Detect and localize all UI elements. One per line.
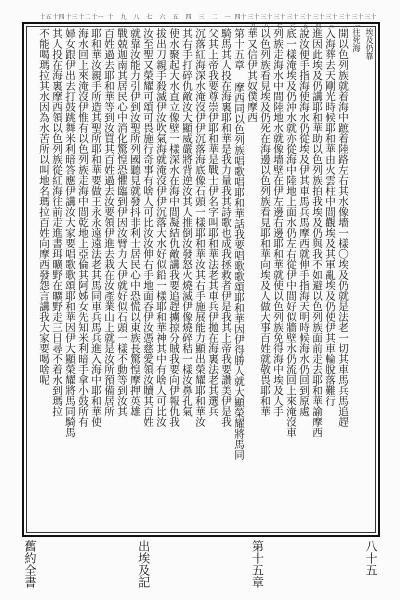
text-column: 就靠汝能力引伊到汝聖所列國聽見就發抖非利士居民心中恐慌以東族長驚惶摩押英雄 — [129, 28, 141, 417]
text-column: 其右手打碎仇敵汝大顯威嚴將背逆汝其人推倒汝發怒火燒滅伊像燒碎秸一樣汝鼻孔氣 — [181, 28, 193, 417]
text-column: 父其上帝我要尊崇伊耶和華是戰士伊名字叫耶和華法老其車兵伊拋在海裏法老其選兵 — [207, 28, 219, 417]
line-number-row — [22, 12, 380, 30]
line-number: 三 — [198, 14, 205, 21]
text-column: 戰兢迦南其居民心中消化驚惶恐懼臨到伊因汝臂力大伊就好似石頭一樣不動等到汝其 — [116, 28, 128, 417]
text-column: 說汝便手指海使海水仍從埃及伊其車馬兵馬摩西就伸手指海天明時候海水仍回到原處 — [298, 28, 310, 417]
text-column: 不能喝瑪拉其水因為水苦所以叫地名瑪拉百姓向摩西發怨言講我大家要喝啥呢 — [38, 28, 50, 385]
text-column: 進因此埃及仍講耶和華助以色列族拍我埃及仍與我不如避以色列族面前走去耶和華諭摩西 — [311, 28, 323, 438]
line-number: 四 — [185, 14, 192, 21]
line-number: 十三 — [65, 14, 78, 21]
line-number: 九 — [120, 14, 127, 21]
text-column: 底一樣淹埃及仍沖水就亦從海中陸地上面水仍左右從伊中間好似牆壁水仍流回上來淹沒車 — [285, 28, 297, 438]
text-column: 騎馬其人投在海裏耶和華是我力量我其詩歌也成我拯救者伊是我其上帝我要讚美伊是我 — [220, 28, 232, 427]
text-column: 華又信伊其奴僕摩西 — [246, 28, 258, 123]
line-number: 七 — [146, 14, 153, 21]
page-number: 八十五 — [363, 540, 378, 576]
text-column: 其人投在海裏摩西領以色列族從紅海往前走進書珥曠野在曠野走三日尋不着水到瑪拉 — [51, 28, 63, 417]
text-column: 往死海 — [352, 28, 361, 52]
line-number: 三十四 — [312, 14, 325, 30]
text-column: 第十五章 摩西同以色列族唱歌唱耶和華話我要唱歌歌頌耶和華因伊得勝人就大顯榮耀將馬同 — [233, 28, 245, 460]
text-column: 埃及仍靠 — [365, 28, 374, 60]
line-number: 三十九 — [247, 14, 260, 30]
line-number: 六 — [159, 14, 166, 21]
line-number: 二 — [211, 14, 218, 21]
line-number: 三十三 — [325, 14, 338, 30]
line-number: 三十八 — [260, 14, 273, 30]
line-number: 十 — [107, 14, 114, 21]
text-frame — [22, 22, 380, 537]
text-column: 婦女跟伊出去打鼓跳舞米利暗答應伊講汝大家要唱歌歌頌耶和華因伊大顯榮耀將馬同騎馬 — [64, 28, 76, 438]
page-footer — [22, 540, 380, 595]
text-columns — [38, 28, 375, 532]
text-column: 沉落紅海深水淹沒伊伊沉落海底像石頭一樣耶和華汝其右手施展能力顯出榮耀耶和華汝 — [194, 28, 206, 427]
text-column: 拔出刀親手殺滅伊汝吹氣海就淹沒伊伊沉落大水好似鉛一樣耶和華神其中有啥人可比汝 — [155, 28, 167, 427]
book-title: 舊約全書 — [23, 540, 37, 588]
line-number: 一 — [224, 14, 231, 21]
chapter-label: 第十五章 — [250, 540, 265, 588]
text-column: 以色列族看見埃及仍死在海邊以色列族看見耶和華向埃及人做大事百姓就敬畏耶和華 — [259, 28, 271, 417]
text-column: 使水聚起大水直立像壁一樣深水在海中間凝結仇敵講我要追趕擄掠分賊我要向伊報仇我 — [168, 28, 180, 427]
line-number: 十二 — [78, 14, 91, 21]
line-number: 三十七 — [273, 14, 286, 30]
text-column: 汝至聖又榮耀可頌可畏施行奇事有啥人可比汝汝伸右手地面吞伊汝憑慈愛領汝贖其百姓 — [142, 28, 154, 427]
text-column: 開以色列族就着海中蹠着陸路左右其水像墻一樣〇埃及仍就是法老一切其車馬兵馬追趕 — [337, 28, 349, 427]
line-number: 十五 — [39, 14, 52, 21]
text-column: 入海葬去天剛光時候耶和華由火雲柱中間觀埃及其軍亂埃及仍使伊其車輪脫落難行 — [324, 28, 336, 406]
line-number: 五 — [172, 14, 179, 21]
line-number: 十一 — [91, 14, 104, 21]
text-column: 百姓過去耶和華等到汝買其百姓過去汝要領伊進去栽在汝產業山上就是汝所預備居所 — [103, 28, 115, 417]
line-number: 三十五 — [299, 14, 312, 30]
line-number: 三十二 — [338, 14, 351, 30]
text-column: 列族走海水中間陸地水就像墻壁在伊左邊右邊耶和華就使以色列族免得海中埃及人手 — [272, 28, 284, 417]
text-column: 耶和華汝親手所造其聖所耶和華要做王永永遠遠法老其馬同車兵馬兵進入海中耶和華使 — [90, 28, 102, 427]
line-number: 三十六 — [286, 14, 299, 30]
line-number: 十四 — [52, 14, 65, 21]
section-title: 出埃及記 — [136, 540, 151, 588]
text-column: 海水回上來淹沒伊惟有以色列族走海中間乾地上亞倫其阿姊女先知米利暗手拿小鼓所有 — [77, 28, 89, 427]
line-number: 三十 — [364, 14, 377, 21]
line-number: 三十一 — [351, 14, 364, 30]
line-number: 四十 — [234, 14, 247, 21]
line-number: 八 — [133, 14, 140, 21]
